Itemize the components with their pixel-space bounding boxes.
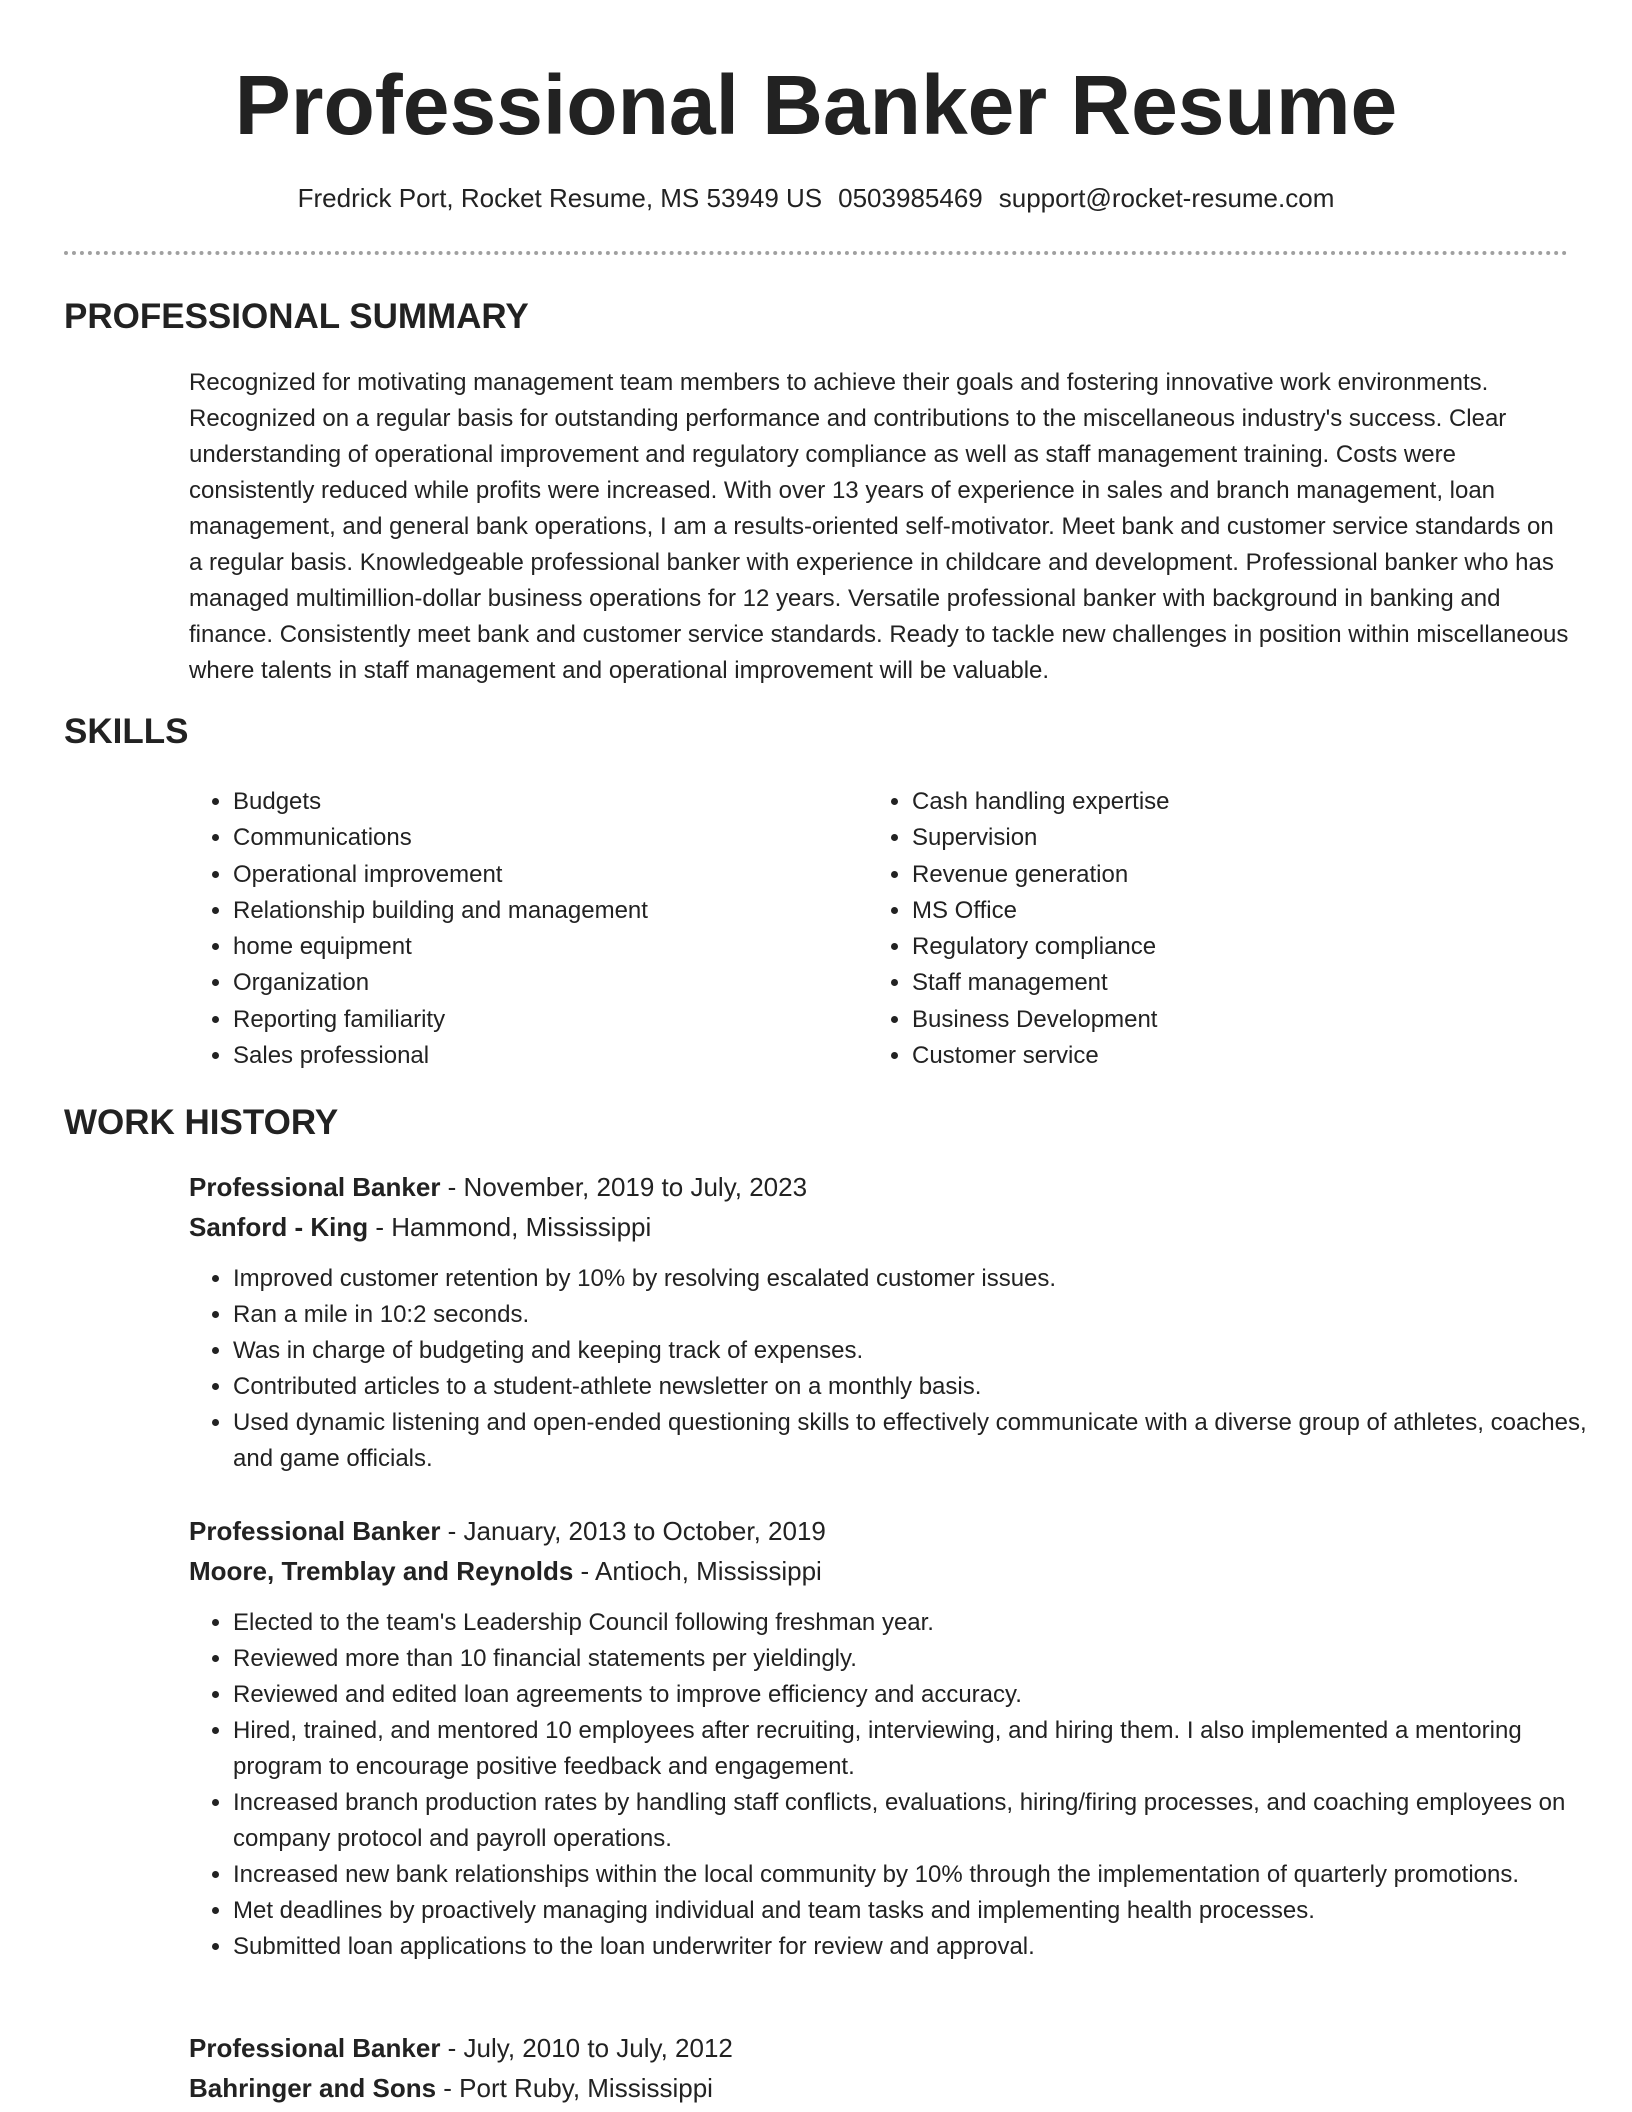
skills-heading: SKILLS [64,712,189,751]
skill-item: • Organization [233,965,833,1001]
job-bullets [189,1605,1613,1965]
skill-item: • Reporting familiarity [233,1002,833,1038]
skill-item: • Sales professional [233,1038,833,1074]
job-bullet: • Elected to the team's Leadership Council following freshman year. [233,1605,1613,1641]
skill-item: • Business Development [912,1002,1552,1038]
job-bullet: • Increased new bank relationships within the local community by 10% through the implementation of quarterly promotions. [233,1857,1613,1893]
job-bullets [189,1261,1613,1477]
skill-item: • Cash handling expertise [912,784,1552,820]
job-location: - Hammond, Mississippi [368,1212,652,1242]
job-bullet: • Submitted loan applications to the loan underwriter for review and approval. [233,1929,1613,1965]
skill-item: • Communications [233,820,833,856]
contact-phone: 0503985469 [838,183,983,213]
contact-line [0,180,1632,216]
contact-email: support@rocket-resume.com [998,183,1335,213]
job-company-line [189,1209,651,1245]
job-title-line [189,1169,807,1205]
skill-item: • Customer service [912,1038,1552,1074]
job-company-line [189,2070,713,2106]
job-title-line [189,1513,826,1549]
job-bullet: • Reviewed and edited loan agreements to improve efficiency and accuracy. [233,1677,1613,1713]
skill-item: • Regulatory compliance [912,929,1552,965]
skill-item: • MS Office [912,893,1552,929]
job-bullet: • Met deadlines by proactively managing individual and team tasks and implementing health processes. [233,1893,1613,1929]
job-bullet: • Improved customer retention by 10% by resolving escalated customer issues. [233,1261,1613,1297]
skill-item: • home equipment [233,929,833,965]
skills-list-right [868,784,1552,1074]
job-title: Professional Banker [189,1172,441,1202]
skill-item: • Supervision [912,820,1552,856]
skill-item: • Revenue generation [912,857,1552,893]
job-company: Moore, Tremblay and Reynolds [189,1556,574,1586]
job-company-line [189,1553,822,1589]
job-bullet: • Increased branch production rates by handling staff conflicts, evaluations, hiring/firing processes, and coaching employees on company protocol and payroll operations. [233,1785,1613,1857]
job-bullet: • Contributed articles to a student-athlete newsletter on a monthly basis. [233,1369,1613,1405]
work-history-heading: WORK HISTORY [64,1103,339,1142]
job-company: Bahringer and Sons [189,2073,437,2103]
job-location: - Port Ruby, Mississippi [436,2073,713,2103]
job-bullet: • Reviewed more than 10 financial statements per yieldingly. [233,1641,1613,1677]
summary-text: Recognized for motivating management team members to achieve their goals and fostering innovative work environments. Recognized on a regular basis for outstanding performance and contributions to the miscellaneous industry's success. Clear understanding of operational improvement and regulatory compliance as well as staff management training. Costs were consistently reduced while profits were increased. With over 13 years of experience in sales and branch management, loan management, and general bank operations, I am a results-oriented self-motivator. Meet bank and customer service standards on a regular basis. Knowledgeable professional banker with experience in childcare and development. Professional banker who has managed multimillion-dollar business operations for 12 years. Versatile professional banker with background in banking and finance. Consistently meet bank and customer service standards. Ready to tackle new challenges in position within miscellaneous where talents in staff management and operational improvement will be valuable. [189,369,1569,684]
job-dates: - November, 2019 to July, 2023 [440,1172,808,1202]
job-location: - Antioch, Mississippi [573,1556,822,1586]
job-title-line [189,2030,733,2066]
job-company: Sanford - King [189,1212,369,1242]
job-bullet: • Was in charge of budgeting and keeping track of expenses. [233,1333,1613,1369]
skills-list-left [189,784,833,1074]
header-divider [64,251,1568,255]
job-bullet: • Hired, trained, and mentored 10 employees after recruiting, interviewing, and hiring them. I also implemented a mentoring program to encourage positive feedback and engagement. [233,1713,1613,1785]
job-dates: - January, 2013 to October, 2019 [440,1516,826,1546]
job-title: Professional Banker [189,1516,441,1546]
skill-item: • Operational improvement [233,857,833,893]
resume-title: Professional Banker Resume [234,58,1398,152]
job-title: Professional Banker [189,2033,441,2063]
job-bullet: • Used dynamic listening and open-ended questioning skills to effectively communicate with a diverse group of athletes, coaches, and game officials. [233,1405,1613,1477]
skill-item: • Relationship building and management [233,893,833,929]
job-bullet: • Ran a mile in 10:2 seconds. [233,1297,1613,1333]
skill-item: • Budgets [233,784,833,820]
contact-address: Fredrick Port, Rocket Resume, MS 53949 US [297,183,823,213]
skill-item: • Staff management [912,965,1552,1001]
summary-heading: PROFESSIONAL SUMMARY [64,297,529,336]
job-dates: - July, 2010 to July, 2012 [440,2033,733,2063]
